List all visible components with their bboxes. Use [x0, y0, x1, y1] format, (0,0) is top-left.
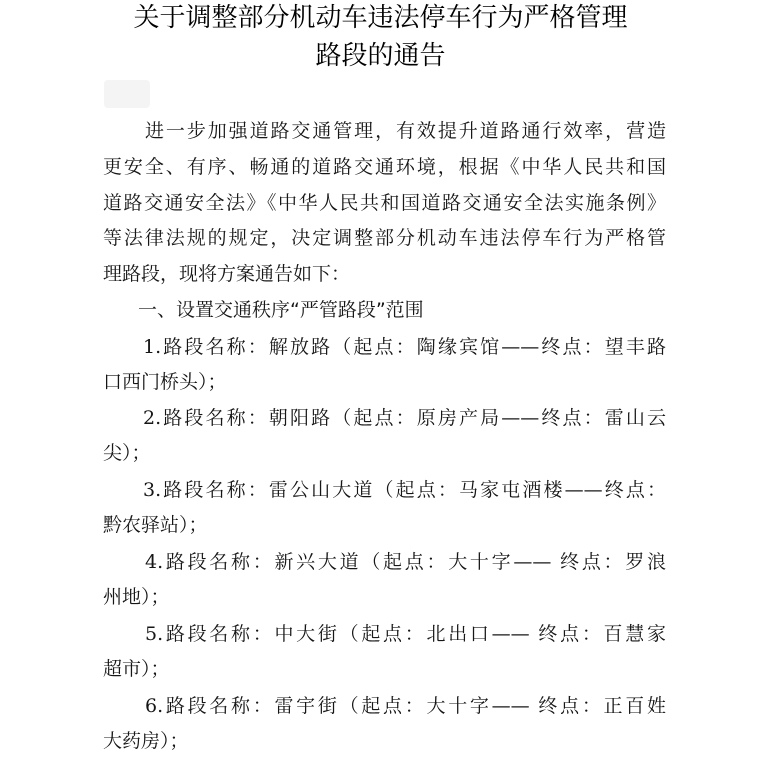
list-item-line: 口西门桥头）； [103, 371, 227, 393]
list-item-line: 5.路段名称：中大街（起点：北出口—— 终点：百慧家 [145, 623, 666, 645]
intro-line: 更安全、有序、畅通的道路交通环境，根据《中华人民共和国 [103, 156, 666, 178]
document-title-line-2: 路段的通告 [315, 41, 446, 71]
list-item-line: 4.路段名称：新兴大道（起点：大十字—— 终点：罗浪 [145, 551, 666, 573]
document-title-line-1: 关于调整部分机动车违法停车行为严格管理 [133, 3, 628, 33]
list-item-line: 黔农驿站）； [103, 514, 208, 536]
list-item-line: 2.路段名称：朝阳路（起点：原房产局——终点：雷山云 [143, 407, 666, 429]
list-item-line: 州地）； [103, 586, 170, 608]
list-item-line: 尖）； [103, 442, 151, 464]
list-item-line: 3.路段名称：雷公山大道（起点：马家屯酒楼——终点： [143, 479, 666, 501]
intro-line: 等法律法规的规定，决定调整部分机动车违法停车行为严格管 [103, 227, 666, 249]
redaction-mark [104, 80, 150, 108]
list-item-line: 1.路段名称：解放路（起点：陶缘宾馆——终点：望丰路 [143, 336, 666, 358]
list-item-line: 大药房）； [103, 730, 189, 752]
intro-line: 道路交通安全法》《中华人民共和国道路交通安全法实施条例》 [103, 192, 666, 214]
list-item-line: 6.路段名称：雷宇街（起点：大十字—— 终点：正百姓 [145, 695, 666, 717]
intro-line: 理路段，现将方案通告如下： [103, 263, 351, 285]
section-heading: 一、设置交通秩序“严管路段”范围 [138, 299, 424, 321]
list-item-line: 超市）； [103, 658, 170, 680]
intro-line: 进一步加强道路交通管理，有效提升道路通行效率，营造 [145, 120, 666, 142]
